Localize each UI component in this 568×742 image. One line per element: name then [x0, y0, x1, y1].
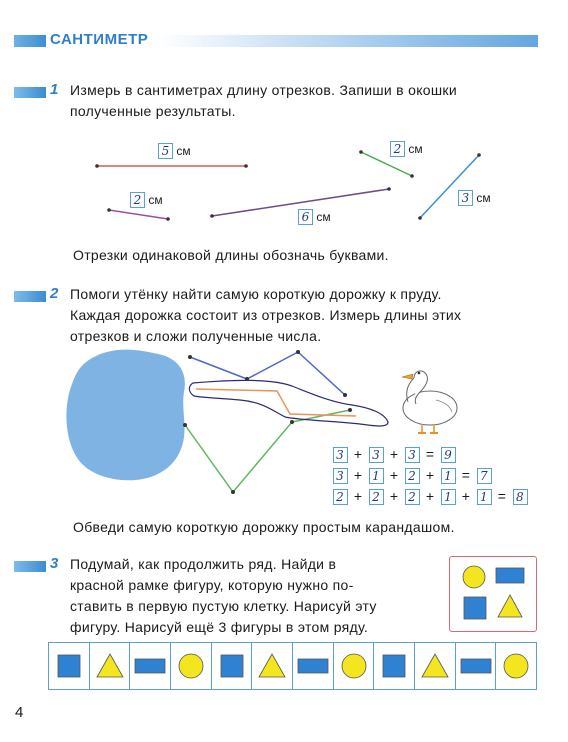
triangle-shape: [255, 649, 289, 683]
task-3-line-3: ставить в первую пустую клетку. Нарисуй эту: [70, 598, 377, 614]
path-blue: [190, 352, 345, 395]
equation-1: 3 + 3 + 3 = 9: [332, 446, 457, 463]
sequence-cell[interactable]: [496, 643, 536, 689]
unit-label: см: [176, 144, 191, 158]
task-3-line-2: красной рамке фигуру, которую нужно по-: [70, 577, 354, 593]
circle-shape: [174, 649, 208, 683]
sequence-cell[interactable]: [171, 643, 212, 689]
square-shape: [52, 649, 86, 683]
answer-box[interactable]: 5: [158, 143, 173, 159]
rectangle-shape: [133, 649, 167, 683]
red-frame: [449, 556, 537, 632]
unit-label: см: [476, 191, 491, 205]
term-box[interactable]: 3: [333, 447, 348, 463]
answer-box[interactable]: 2: [390, 141, 405, 157]
equation-2: 3 + 1 + 2 + 1 = 7: [332, 467, 493, 484]
frame-shapes: [450, 557, 536, 631]
sequence-cell[interactable]: [212, 643, 253, 689]
sequence-cell[interactable]: [90, 643, 131, 689]
term-box[interactable]: 3: [405, 447, 420, 463]
task-2-line-1: Помоги утёнку найти самую короткую дорожку к пруду.: [70, 286, 442, 302]
rectangle-shape: [496, 568, 524, 583]
circle-shape: [337, 649, 371, 683]
square-shape: [464, 597, 486, 619]
term-box[interactable]: 2: [333, 489, 348, 505]
task-1-line-1: Измерь в сантиметрах длину отрезков. Запиши в окошки: [70, 82, 457, 98]
sequence-cell[interactable]: [456, 643, 497, 689]
task-1-note: Отрезки одинаковой длины обозначь буквами.: [73, 247, 389, 263]
path-green: [185, 410, 350, 492]
equation-3: 2 + 2 + 2 + 1 + 1 = 8: [332, 488, 529, 505]
task-2-number: 2: [50, 285, 59, 302]
result-box[interactable]: 9: [441, 447, 456, 463]
sequence-cell[interactable]: [293, 643, 334, 689]
answer-box[interactable]: 3: [458, 190, 473, 206]
term-box[interactable]: 1: [369, 468, 384, 484]
term-box[interactable]: 1: [441, 489, 456, 505]
term-box[interactable]: 1: [441, 468, 456, 484]
page-number: 4: [15, 704, 24, 721]
term-box[interactable]: 2: [405, 489, 420, 505]
triangle-shape: [93, 649, 127, 683]
term-box[interactable]: 3: [333, 468, 348, 484]
triangle-shape: [498, 595, 522, 617]
square-shape: [215, 649, 249, 683]
term-box[interactable]: 3: [369, 447, 384, 463]
task-3-line-1: Подумай, как продолжить ряд. Найди в: [70, 556, 337, 572]
task-2-line-2: Каждая дорожка состоит из отрезков. Измерь длины этих: [70, 307, 462, 323]
circle-shape: [499, 649, 533, 683]
task-1-line-2: полученные результаты.: [70, 103, 236, 119]
task-1-number: 1: [50, 81, 59, 98]
pond: [66, 350, 184, 481]
rectangle-shape: [296, 649, 330, 683]
answer-box[interactable]: 2: [130, 192, 145, 208]
answer-box[interactable]: 6: [298, 209, 313, 225]
page-title: САНТИМЕТР: [50, 31, 149, 48]
result-box[interactable]: 7: [477, 468, 492, 484]
sequence-cell[interactable]: [374, 643, 415, 689]
pencil-outline: [189, 380, 388, 426]
sequence-cell[interactable]: [252, 643, 293, 689]
unit-label: см: [148, 193, 163, 207]
sequence-cell[interactable]: [415, 643, 456, 689]
task-2-line-3: отрезков и сложи полученные числа.: [70, 328, 322, 344]
term-box[interactable]: 1: [477, 489, 492, 505]
task-3-number: 3: [50, 555, 59, 572]
task-3-line-4: фигуру. Нарисуй ещё 3 фигуры в этом ряду.: [70, 619, 369, 635]
result-box[interactable]: 8: [513, 489, 528, 505]
sequence-cell[interactable]: [130, 643, 171, 689]
duck: [402, 371, 457, 433]
term-box[interactable]: 2: [405, 468, 420, 484]
unit-label: см: [316, 210, 331, 224]
sequence-cell[interactable]: [49, 643, 90, 689]
circle-shape: [463, 566, 485, 588]
term-box[interactable]: 2: [369, 489, 384, 505]
triangle-shape: [418, 649, 452, 683]
unit-label: см: [408, 142, 423, 156]
shape-sequence-row: [48, 642, 537, 690]
sequence-cell[interactable]: [334, 643, 375, 689]
square-shape: [377, 649, 411, 683]
rectangle-shape: [459, 649, 493, 683]
task-3-marker: [14, 561, 46, 572]
task-2-note: Обведи самую короткую дорожку простым карандашом.: [73, 519, 455, 535]
